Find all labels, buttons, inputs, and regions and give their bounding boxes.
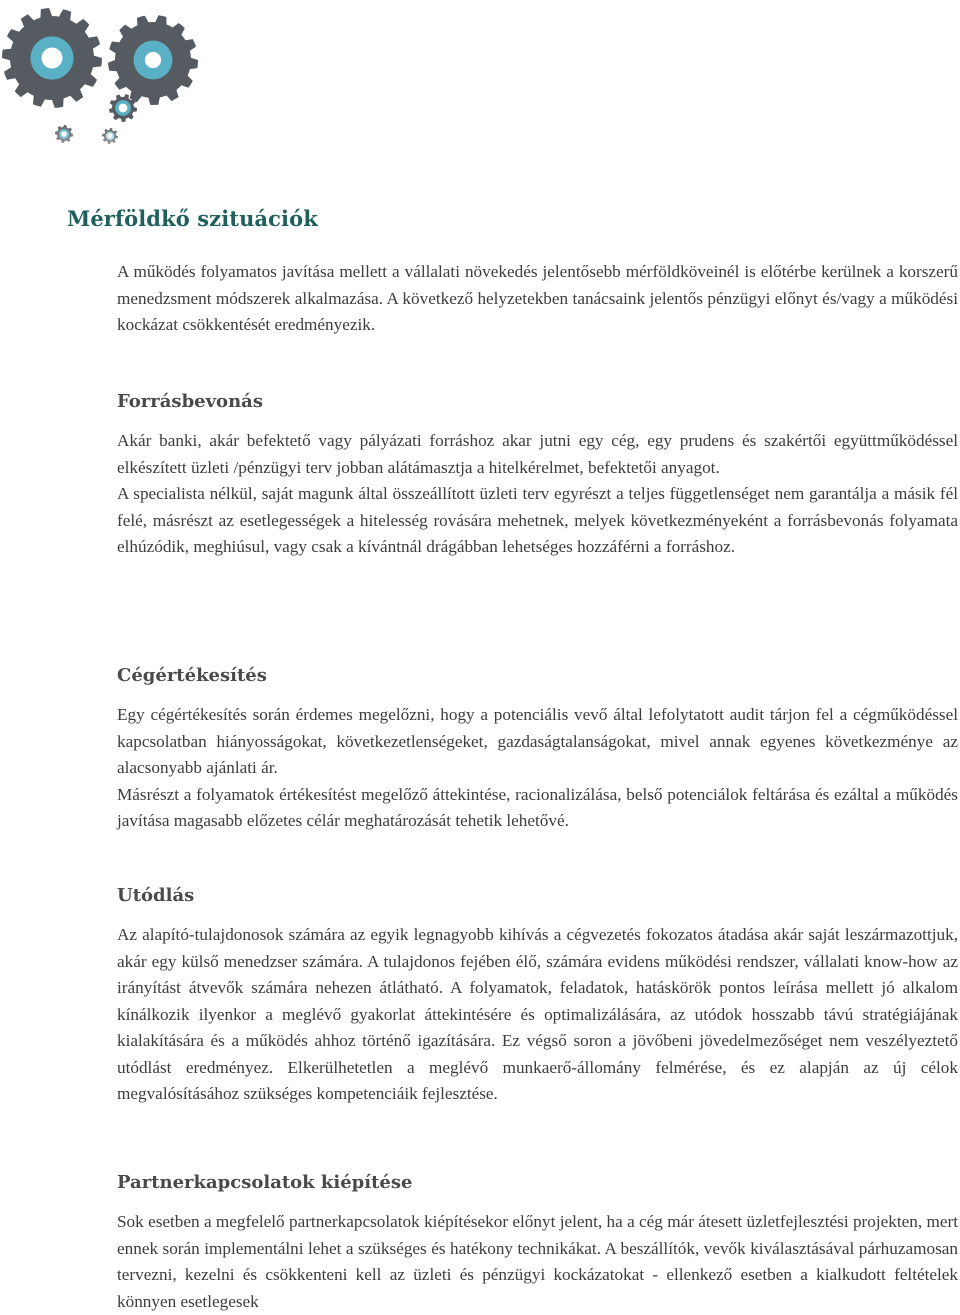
section-title-utodlas: Utódlás (117, 885, 195, 906)
paragraph: Akár banki, akár befektető vagy pályázati forráshoz akar jutni egy cég, egy prudens és szakértői együttműködéssel elkészített üzleti /pénzügyi terv jobban alátámasztja a hitelkérelmet, befektetői anyagot. (117, 431, 958, 477)
paragraph: Az alapító-tulajdonosok számára az egyik legnagyobb kihívás a cégvezetés fokozatos átadása akár saját leszármazottjuk, akár egy külső menedzser számára. A tulajdonos fejében élő, számára evidens működési rendszer, vállalati know-how az irányítást átvevők számára nehezen átlátható. A folyamatok, feladatok, hatáskörök pontos leírása mellett jó alkalom kínálkozik ilyenkor a meglévő gyakorlat áttekintésére és optimalizálására, az utódok hosszabb távú stratégiájának kialakítására és a működés ahhoz történő igazítására. Ez végső soron a jövőbeni jövedelmezőséget nem veszélyeztető utódlást eredményez. Elkerülhetetlen a meglévő munkaerő-állomány felmérése, és ez alapján az új célok megvalósításához szükséges kompetenciáik fejlesztése. (117, 925, 958, 1103)
intro-paragraph: A működés folyamatos javítása mellett a vállalati növekedés jelentősebb mérföldköveinél is előtérbe kerülnek a korszerű menedzsment módszerek alkalmazása. A következő helyzetekben tanácsaink jelentős pénzügyi előnyt és/vagy a működési kockázat csökkentését eredményezik. (117, 262, 958, 334)
gears-icon (0, 0, 230, 180)
paragraph: Egy cégértékesítés során érdemes megelőzni, hogy a potenciális vevő által lefolytatott audit tárjon fel a cégműködéssel kapcsolatban hiányosságokat, következetlenségeket, gazdaságtalanságokat, mivel annak egyenes következménye az alacsonyabb ajánlati ár. (117, 705, 958, 777)
section-body-cegertekesites (117, 702, 958, 835)
paragraph: Másrészt a folyamatok értékesítést megelőző áttekintése, racionalizálása, belső potenciálok feltárása és ezáltal a működés javítása magasabb előzetes célár meghatározását tehetik lehetővé. (117, 784, 958, 830)
intro-block (117, 259, 958, 339)
gear-icon (22, 28, 82, 88)
paragraph: Sok esetben a megfelelő partnerkapcsolatok kiépítésekor előnyt jelent, ha a cég már átesett üzletfejlesztési projekten, mert ennek során implementálni lehet a szükséges és hatékony technikákat. A beszállítók, vevők kiválasztásával párhuzamosan tervezni, kezelni és csökkenteni kell az üzleti és pénzügyi kockázatokat - ellenkező esetben a kialkudott feltételek könnyen esetlegesek (117, 1212, 958, 1311)
paragraph: A specialista nélkül, saját magunk által összeállított üzleti terv egyrészt a teljes függetlenséget nem garantálja a másik fél felé, másrészt az esetlegességek a hitelesség rovására mehetnek, melyek következményeként a forrásbevonás folyamata elhúzódik, meghiúsul, vagy csak a kívántnál drágábban lehetséges hozzáférni a forráshoz. (117, 484, 958, 556)
section-title-forrasbevonas: Forrásbevonás (117, 391, 263, 412)
section-title-cegertekesites: Cégértékesítés (117, 665, 267, 686)
section-body-forrasbevonas (117, 428, 958, 561)
page-title: Mérföldkő szituációk (67, 206, 318, 231)
section-body-utodlas (117, 922, 958, 1108)
section-title-partnerkapcsolatok: Partnerkapcsolatok kiépítése (117, 1172, 413, 1193)
gear-icon (126, 33, 180, 87)
gears-logo (0, 0, 230, 180)
section-body-partnerkapcsolatok (117, 1209, 958, 1315)
